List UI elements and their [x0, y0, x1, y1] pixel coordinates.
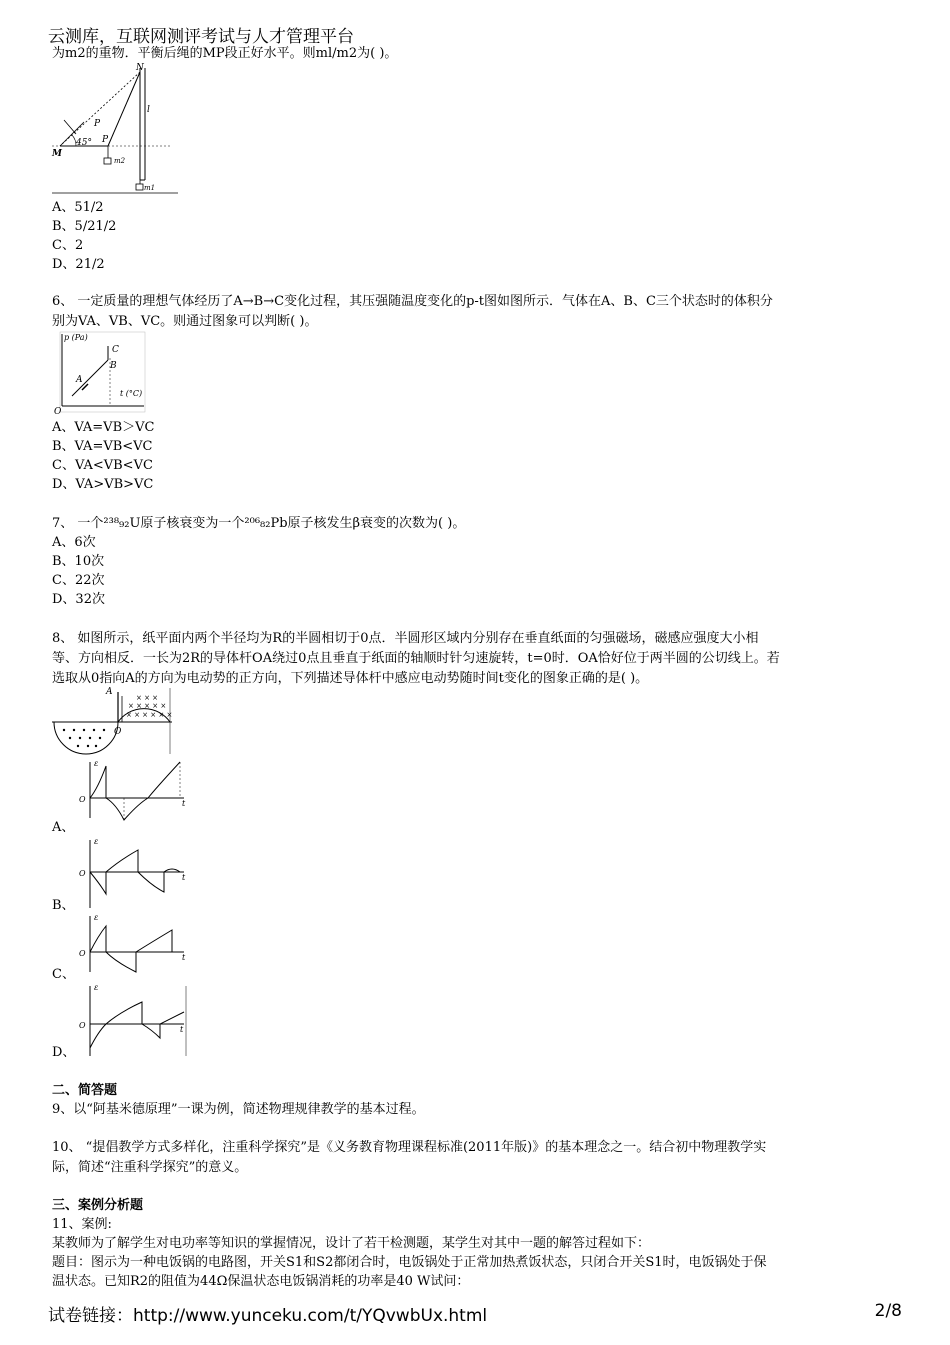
section3-title: 三、案例分析题: [52, 1198, 144, 1213]
q4-option-d: D、21/2: [52, 257, 105, 272]
footer-link-label: 试卷链接：: [48, 1306, 133, 1326]
q6-y-label: p (Pa): [64, 333, 88, 342]
q6-option-b: B、VA=VB<VC: [52, 439, 153, 454]
q7-option-a: A、6次: [52, 535, 96, 550]
section2-title: 二、简答题: [52, 1083, 118, 1098]
q9-text: 9、以“阿基米德原理”一课为例，简述物理规律教学的基本过程。: [52, 1102, 425, 1117]
page-header-title: 云测库，互联网测评考试与人才管理平台: [48, 27, 354, 47]
q8-graph-c-origin: O: [79, 949, 86, 958]
q6-x-label: t (°C): [120, 389, 143, 398]
q8-graph-a-x: t: [182, 799, 186, 808]
q4-label-l: l: [147, 105, 150, 115]
q4-label-N: N: [136, 63, 144, 73]
q8-graph-c-y: ε: [94, 913, 99, 922]
q8-graph-b: [76, 836, 186, 910]
q8-option-b: B、: [52, 898, 75, 913]
q8-graph-d-x: t: [180, 1025, 184, 1034]
q4-label-P2: P: [102, 135, 109, 145]
page-number: 2/8: [874, 1301, 902, 1321]
q6-option-d: D、VA>VB>VC: [52, 477, 154, 492]
footer-link[interactable]: http://www.yunceku.com/t/YQvwbUx.html: [133, 1306, 488, 1326]
q8-text-line3: 选取从0指向A的方向为电动势的正方向，下列描述导体杆中感应电动势随时间t变化的图象正确的是( )。: [52, 671, 649, 686]
q8-label-A: A: [106, 687, 113, 697]
q7-option-d: D、32次: [52, 592, 105, 607]
q4-label-45: 45°: [76, 138, 92, 148]
svg-text:× × × × × ×: × × × × × ×: [126, 711, 173, 719]
q4-text: 为m2的重物．平衡后绳的MP段正好水平。则ml/m2为( )。: [52, 46, 398, 61]
q8-graph-d-y: ε: [94, 983, 99, 992]
q8-text-line1: 8、 如图所示，纸平面内两个半径均为R的半圆相切于0点．半圆形区域内分别存在垂直纸面的匀强磁场，磁感应强度大小相: [52, 631, 759, 646]
q8-label-O: O: [114, 727, 122, 737]
footer-link-row: [48, 1301, 487, 1326]
q6-origin: O: [54, 407, 62, 417]
q8-graph-a-y: ε: [94, 759, 99, 768]
q6-option-c: C、VA<VB<VC: [52, 458, 153, 473]
q6-point-b: B: [110, 361, 117, 371]
q8-graph-c: [76, 912, 186, 982]
q6-pt-graph: [52, 330, 147, 415]
q8-option-a: A、: [52, 820, 75, 835]
svg-text:× × ×: × × ×: [136, 694, 159, 702]
q8-graph-d: [76, 982, 188, 1058]
q8-graph-a-origin: O: [79, 795, 86, 804]
q6-option-a: A、VA=VB＞VC: [52, 420, 155, 435]
q6-point-c: C: [112, 345, 119, 355]
q8-graph-b-x: t: [182, 873, 186, 882]
q4-label-M: M: [52, 149, 62, 159]
q8-option-c: C、: [52, 967, 75, 982]
q11-paragraph2-line1: 题目：图示为一种电饭锅的电路图，开关S1和S2都闭合时，电饭锅处于正常加热煮饭状态，只闭合开关S1时，电饭锅处于保: [52, 1255, 767, 1270]
q8-graph-c-x: t: [182, 953, 186, 962]
q4-label-P1: P: [94, 119, 101, 129]
q4-label-m2: m2: [114, 157, 126, 165]
q4-option-c: C、2: [52, 238, 84, 253]
q8-graph-b-origin: O: [79, 869, 86, 878]
q4-option-a: A、51/2: [52, 200, 104, 215]
q8-graph-a: [76, 758, 186, 820]
q8-option-d: D、: [52, 1045, 76, 1060]
q8-text-line2: 等、方向相反．一长为2R的导体杆OA绕过0点且垂直于纸面的轴顺时针匀速旋转，t=0时．OA恰好位于两半圆的公切线上。若: [52, 651, 780, 666]
q10-text-line2: 际，简述“注重科学探究”的意义。: [52, 1160, 248, 1175]
q7-option-b: B、10次: [52, 554, 105, 569]
q7-option-c: C、22次: [52, 573, 105, 588]
q10-text-line1: 10、 “提倡教学方式多样化，注重科学探究”是《义务教育物理课程标准(2011年版)》的基本理念之一。结合初中物理教学实: [52, 1140, 767, 1155]
q6-point-a: A: [76, 375, 83, 385]
q8-semicircles-figure: [52, 686, 174, 756]
q6-text-line2: 别为VA、VB、VC。则通过图象可以判断( )。: [52, 314, 318, 329]
q8-graph-d-origin: O: [79, 1021, 86, 1030]
svg-text:× × × × ×: × × × × ×: [128, 702, 167, 710]
q4-pulley-figure: [52, 62, 182, 197]
q4-option-b: B、5/21/2: [52, 219, 117, 234]
q11-label: 11、案例:: [52, 1217, 112, 1232]
q8-graph-b-y: ε: [94, 837, 99, 846]
q11-paragraph1: 某教师为了解学生对电功率等知识的掌握情况，设计了若干检测题，某学生对其中一题的解答过程如下：: [52, 1236, 651, 1251]
q11-paragraph2-line2: 温状态。已知R2的阻值为44Ω保温状态电饭锅消耗的功率是40 W试问：: [52, 1274, 470, 1289]
q6-text-line1: 6、 一定质量的理想气体经历了A→B→C变化过程，其压强随温度变化的p-t图如图所示．气体在A、B、C三个状态时的体积分: [52, 294, 773, 309]
q4-label-m1: m1: [144, 184, 156, 192]
q7-text: 7、 一个²³⁸₉₂U原子核衰变为一个²⁰⁶₈₂Pb原子核发生β衰变的次数为( )。: [52, 516, 466, 531]
